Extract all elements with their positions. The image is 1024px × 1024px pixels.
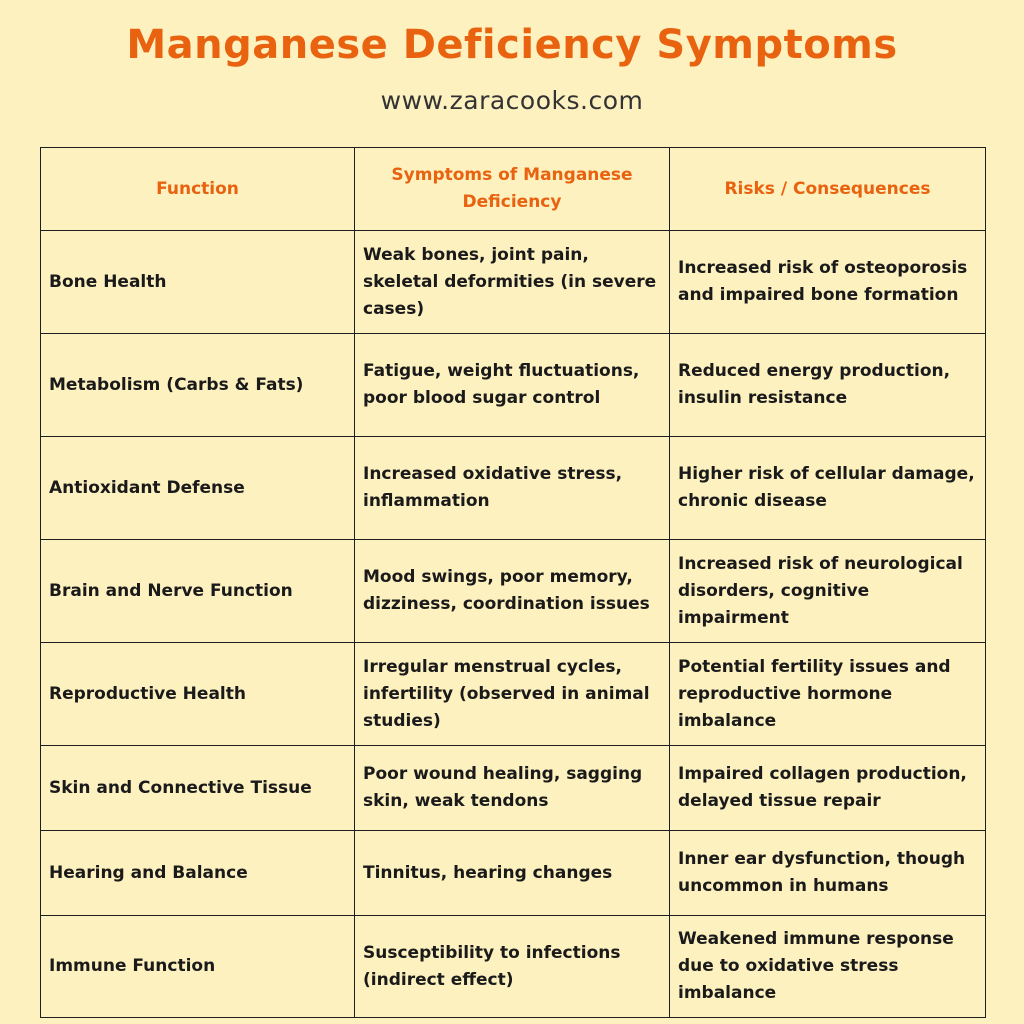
table-row xyxy=(41,334,986,437)
risks-cell: Increased risk of osteoporosis and impaired bone formation xyxy=(670,231,986,334)
table-row xyxy=(41,540,986,643)
symptoms-cell: Poor wound healing, sagging skin, weak tendons xyxy=(355,746,670,831)
risks-cell: Higher risk of cellular damage, chronic disease xyxy=(670,437,986,540)
symptoms-cell: Susceptibility to infections (indirect effect) xyxy=(355,916,670,1018)
risks-cell: Increased risk of neurological disorders, cognitive impairment xyxy=(670,540,986,643)
risks-cell: Impaired collagen production, delayed tissue repair xyxy=(670,746,986,831)
function-cell: Reproductive Health xyxy=(41,643,355,746)
table-row xyxy=(41,746,986,831)
header-risks: Risks / Consequences xyxy=(670,148,986,231)
table-row xyxy=(41,643,986,746)
function-cell: Hearing and Balance xyxy=(41,831,355,916)
symptoms-cell: Fatigue, weight fluctuations, poor blood sugar control xyxy=(355,334,670,437)
function-cell: Antioxidant Defense xyxy=(41,437,355,540)
risks-cell: Potential fertility issues and reproductive hormone imbalance xyxy=(670,643,986,746)
symptoms-cell: Increased oxidative stress, inflammation xyxy=(355,437,670,540)
table-row xyxy=(41,831,986,916)
function-cell: Skin and Connective Tissue xyxy=(41,746,355,831)
function-cell: Immune Function xyxy=(41,916,355,1018)
website-url: www.zaracooks.com xyxy=(380,86,644,115)
table-row xyxy=(41,437,986,540)
symptoms-cell: Mood swings, poor memory, dizziness, coordination issues xyxy=(355,540,670,643)
table-row xyxy=(41,916,986,1018)
risks-cell: Inner ear dysfunction, though uncommon in humans xyxy=(670,831,986,916)
risks-cell: Reduced energy production, insulin resistance xyxy=(670,334,986,437)
symptoms-table xyxy=(40,147,986,1018)
function-cell: Bone Health xyxy=(41,231,355,334)
header-symptoms: Symptoms of Manganese Deficiency xyxy=(355,148,670,231)
function-cell: Metabolism (Carbs & Fats) xyxy=(41,334,355,437)
function-cell: Brain and Nerve Function xyxy=(41,540,355,643)
table-header-row xyxy=(41,148,986,231)
page-title: Manganese Deficiency Symptoms xyxy=(126,22,898,68)
table-row xyxy=(41,231,986,334)
risks-cell: Weakened immune response due to oxidative stress imbalance xyxy=(670,916,986,1018)
symptoms-cell: Weak bones, joint pain, skeletal deformities (in severe cases) xyxy=(355,231,670,334)
symptoms-cell: Tinnitus, hearing changes xyxy=(355,831,670,916)
header-function: Function xyxy=(41,148,355,231)
symptoms-cell: Irregular menstrual cycles, infertility (observed in animal studies) xyxy=(355,643,670,746)
